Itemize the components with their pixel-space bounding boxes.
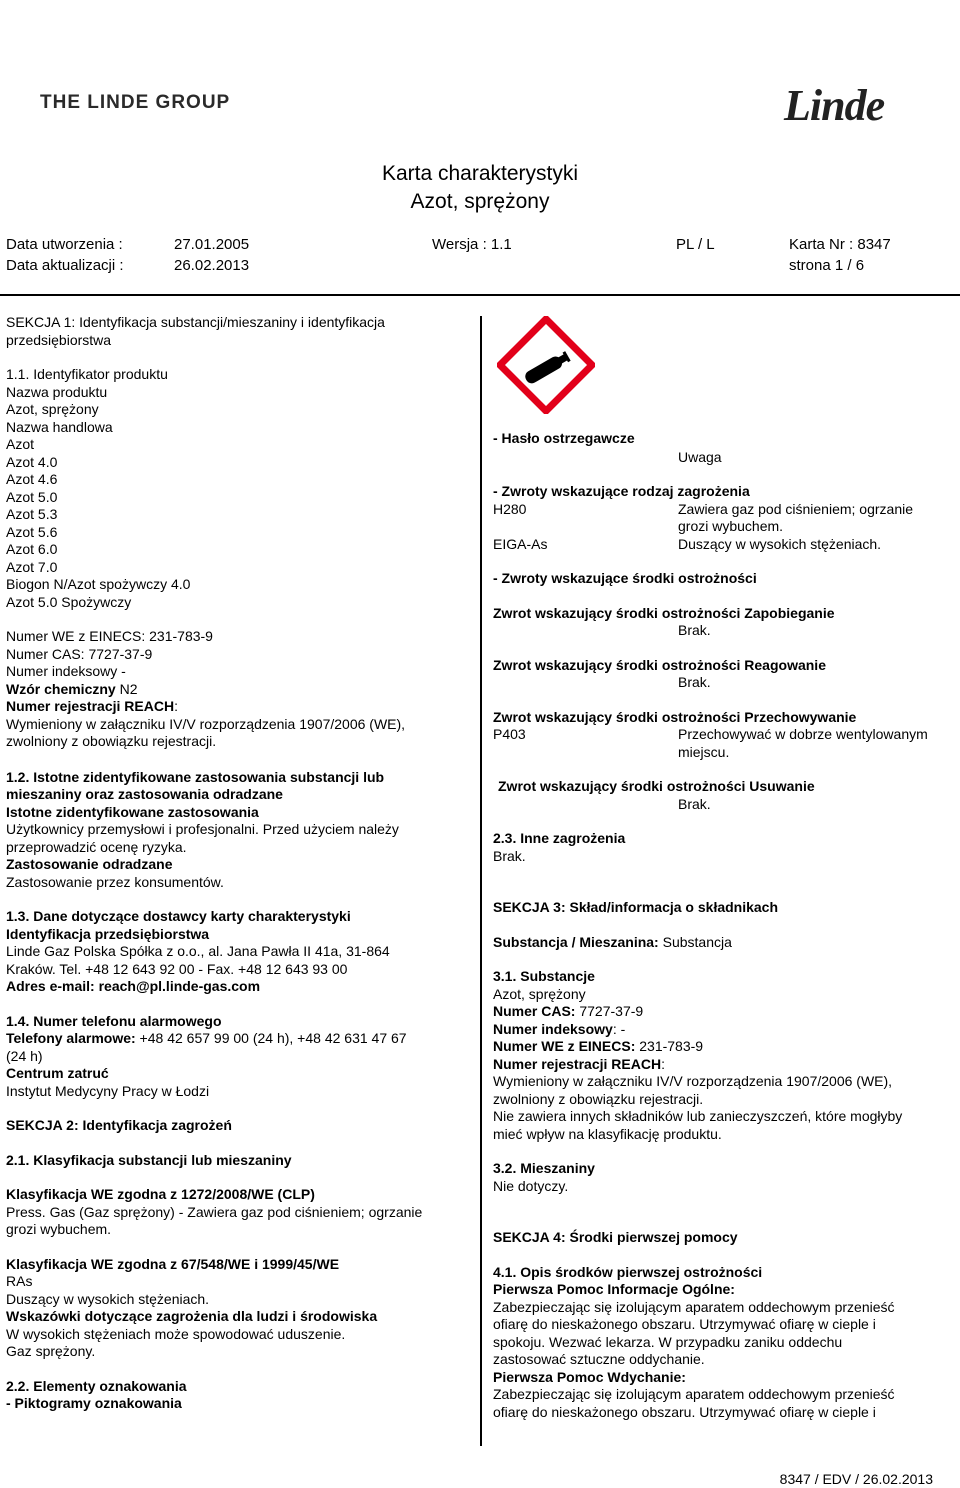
s14-heading: 1.4. Numer telefonu alarmowego — [6, 1012, 222, 1029]
p-prevention-label: Zwrot wskazujący środki ostrożności Zapobieganie — [493, 604, 835, 621]
s14-phone-label: Telefony alarmowe: — [6, 1030, 136, 1046]
dsd-text: Duszący w wysokich stężeniach. — [6, 1290, 210, 1307]
trade-name-item: Azot 7.0 — [6, 558, 58, 575]
s41-general-text: zastosować sztuczne oddychanie. — [493, 1351, 705, 1367]
s22-heading: 2.2. Elementy oznakowania — [6, 1377, 187, 1394]
p403-code: P403 — [493, 726, 526, 742]
pictograms-label: - Piktogramy oznakowania — [6, 1395, 182, 1411]
s41-heading: 4.1. Opis środków pierwszej ostrożności — [493, 1263, 763, 1280]
s21-heading: 2.1. Klasyfikacja substancji lub mieszaniny — [6, 1151, 292, 1168]
p-statements-label: - Zwroty wskazujące środki ostrożności — [493, 570, 757, 586]
s12-heading: mieszaniny oraz zastosowania odradzane — [6, 786, 283, 802]
s41-general-label: Pierwsza Pomoc Informacje Ogólne: — [493, 1281, 735, 1297]
s12-uses-label: Istotne zidentyfikowane zastosowania — [6, 803, 259, 820]
trade-name-item: Azot 4.0 — [6, 453, 58, 470]
p403-text-2: miejscu. — [678, 743, 730, 760]
header-divider — [0, 294, 960, 296]
s13-heading: 1.3. Dane dotyczące dostawcy karty charakterystyki — [6, 908, 351, 924]
reach-text: zwolniony z obowiązku rejestracji. — [6, 733, 217, 749]
s31-index-label: Numer indeksowy — [493, 1020, 613, 1037]
s32-value: Nie dotyczy. — [493, 1177, 569, 1194]
s13-company-label: Identyfikacja przedsiębiorstwa — [6, 925, 210, 942]
trade-name-label: Nazwa handlowa — [6, 418, 113, 435]
trade-name-item: Azot 5.0 Spożywczy — [6, 593, 132, 610]
s31-reach-text: Wymieniony w załączniku IV/V rozporządzenia 1907/2006 (WE), — [493, 1073, 893, 1089]
s31-we-value: 231-783-9 — [635, 1038, 704, 1054]
s3-substance-label: Substancja / Mieszanina: — [493, 933, 659, 950]
index-number: Numer indeksowy - — [6, 663, 126, 679]
s31-name: Azot, sprężony — [493, 985, 586, 1002]
we-number: Numer WE z EINECS: 231-783-9 — [6, 628, 213, 644]
formula-label: Wzór chemiczny — [6, 680, 116, 697]
s12-uses-text: przeprowadzić ocenę ryzyka. — [6, 838, 187, 855]
version: Wersja : 1.1 — [432, 236, 512, 253]
dsd-label: Klasyfikacja WE zgodna z 67/548/WE i 1999/45/WE — [6, 1255, 340, 1272]
product-title: Azot, sprężony — [410, 190, 550, 213]
p-disposal-value: Brak. — [678, 795, 711, 812]
section1-title-1: SEKCJA 1: Identyfikacja substancji/mieszaniny i identyfikacja — [6, 314, 385, 330]
cas-number: Numer CAS: 7727-37-9 — [6, 645, 153, 662]
s31-note: mieć wpływ na klasyfikację produktu. — [493, 1125, 722, 1142]
signal-word-value: Uwaga — [678, 448, 722, 465]
hazard-label: Wskazówki dotyczące zagrożenia dla ludzi i środowiska — [6, 1308, 378, 1324]
s14-center-value: Instytut Medycyny Pracy w Łodzi — [6, 1082, 210, 1099]
updated-label: Data aktualizacji : — [6, 257, 124, 274]
reach-colon: : — [174, 698, 178, 714]
trade-name-item: Azot 5.3 — [6, 506, 58, 522]
s31-we-label: Numer WE z EINECS: — [493, 1038, 636, 1054]
s31-reach-colon: : — [661, 1055, 665, 1072]
s41-general-text: Zabezpieczając się izolującym aparatem oddechowym przenieść — [493, 1298, 895, 1315]
eiga-code: EIGA-As — [493, 535, 548, 552]
s31-reach-label: Numer rejestracji REACH — [493, 1055, 662, 1072]
gas-cylinder-icon — [497, 316, 595, 414]
s31-cas-label: Numer CAS: — [493, 1003, 576, 1019]
product-name-value: Azot, sprężony — [6, 401, 99, 417]
s12-uses-text: Użytkownicy przemysłowi i profesjonalni. Przed użyciem należy — [6, 821, 399, 837]
s13-address: Kraków. Tel. +48 12 643 92 00 - Fax. +48 12 643 93 00 — [6, 960, 348, 977]
trade-name-item: Biogon N/Azot spożywczy 4.0 — [6, 576, 191, 592]
h280-text-2: grozi wybuchem. — [678, 518, 784, 534]
s31-cas-value: 7727-37-9 — [575, 1003, 644, 1019]
s31-reach-text: zwolniony z obowiązku rejestracji. — [493, 1090, 704, 1107]
linde-logo: Linde — [784, 81, 885, 130]
created-label: Data utworzenia : — [6, 236, 123, 253]
signal-word-label: - Hasło ostrzegawcze — [493, 430, 635, 446]
page-number: strona 1 / 6 — [789, 257, 865, 274]
page-footer: 8347 / EDV / 26.02.2013 — [779, 1471, 933, 1487]
h280-code: H280 — [493, 500, 527, 517]
language: PL / L — [676, 236, 715, 253]
s12-heading: 1.2. Istotne zidentyfikowane zastosowania substancji lub — [6, 768, 385, 785]
p-response-value: Brak. — [678, 674, 711, 690]
p403-text: Przechowywać w dobrze wentylowanym — [678, 726, 928, 742]
updated-value: 26.02.2013 — [174, 257, 250, 274]
document-title: Karta charakterystyki — [381, 162, 579, 185]
s13-email: Adres e-mail: reach@pl.linde-gas.com — [6, 978, 261, 994]
trade-name-item: Azot 5.0 — [6, 488, 58, 505]
section1-title-2: przedsiębiorstwa — [6, 331, 112, 348]
s14-phone-value-2: (24 h) — [6, 1047, 43, 1064]
trade-name-item: Azot 5.6 — [6, 523, 58, 540]
clp-label: Klasyfikacja WE zgodna z 1272/2008/WE (CLP) — [6, 1186, 315, 1202]
section3-title: SEKCJA 3: Skład/informacja o składnikach — [493, 899, 779, 915]
s3-substance-value: Substancja — [658, 933, 732, 950]
s41-general-text: ofiarę do nieskażonego obszaru. Utrzymywać ofiarę w cieple i — [493, 1316, 876, 1332]
s41-general-text: spokoju. Wezwać lekarza. W przypadku zaniku oddechu — [493, 1333, 843, 1350]
p-storage-label: Zwrot wskazujący środki ostrożności Przechowywanie — [493, 708, 857, 725]
p-prevention-value: Brak. — [678, 622, 711, 638]
trade-name-item: Azot — [6, 436, 35, 452]
s12-not-label: Zastosowanie odradzane — [6, 856, 173, 872]
s11-heading: 1.1. Identyfikator produktu — [6, 366, 168, 382]
right-column — [493, 430, 955, 1421]
s41-inhalation-label: Pierwsza Pomoc Wdychanie: — [493, 1368, 686, 1385]
hazard-text: Gaz sprężony. — [6, 1343, 96, 1359]
column-divider — [480, 316, 482, 1446]
s13-address: Linde Gaz Polska Spółka z o.o., al. Jana Pawła II 41a, 31-864 — [6, 943, 390, 959]
s31-heading: 3.1. Substancje — [493, 968, 595, 984]
s41-inhalation-text: Zabezpieczając się izolującym aparatem oddechowym przenieść — [493, 1386, 895, 1402]
clp-text: grozi wybuchem. — [6, 1221, 112, 1237]
reach-label: Numer rejestracji REACH — [6, 698, 175, 714]
s31-index-value: : - — [612, 1020, 626, 1037]
s32-heading: 3.2. Mieszaniny — [493, 1160, 595, 1176]
s14-center-label: Centrum zatruć — [6, 1065, 109, 1081]
eiga-text: Duszący w wysokich stężeniach. — [678, 535, 882, 552]
clp-text: Press. Gas (Gaz sprężony) - Zawiera gaz pod ciśnieniem; ogrzanie — [6, 1203, 423, 1220]
p-response-label: Zwrot wskazujący środki ostrożności Reagowanie — [493, 656, 826, 673]
s23-value: Brak. — [493, 847, 526, 864]
product-name-label: Nazwa produktu — [6, 383, 108, 400]
s41-inhalation-text: ofiarę do nieskażonego obszaru. Utrzymywać ofiarę w cieple i — [493, 1403, 876, 1420]
p-disposal-label: Zwrot wskazujący środki ostrożności Usuwanie — [498, 778, 815, 794]
left-column — [6, 314, 471, 1413]
s14-phone-value: +48 42 657 99 00 (24 h), +48 42 631 47 67 — [135, 1030, 407, 1046]
s23-heading: 2.3. Inne zagrożenia — [493, 830, 626, 846]
formula-value: N2 — [115, 680, 138, 697]
created-value: 27.01.2005 — [174, 236, 250, 253]
trade-name-item: Azot 6.0 — [6, 541, 58, 557]
h-statements-label: - Zwroty wskazujące rodzaj zagrożenia — [493, 483, 750, 499]
s12-not-value: Zastosowanie przez konsumentów. — [6, 873, 224, 890]
section2-title: SEKCJA 2: Identyfikacja zagrożeń — [6, 1117, 232, 1133]
section4-title: SEKCJA 4: Środki pierwszej pomocy — [493, 1229, 738, 1245]
dsd-text: RAs — [6, 1273, 33, 1289]
trade-name-item: Azot 4.6 — [6, 471, 58, 487]
hazard-text: W wysokich stężeniach może spowodować uduszenie. — [6, 1325, 346, 1342]
s31-note: Nie zawiera innych składników lub zanieczyszczeń, które mogłyby — [493, 1108, 903, 1124]
company-group-name: THE LINDE GROUP — [40, 92, 231, 113]
card-number: Karta Nr : 8347 — [789, 236, 891, 253]
reach-text: Wymieniony w załączniku IV/V rozporządzenia 1907/2006 (WE), — [6, 715, 406, 732]
h280-text: Zawiera gaz pod ciśnieniem; ogrzanie — [678, 500, 914, 517]
